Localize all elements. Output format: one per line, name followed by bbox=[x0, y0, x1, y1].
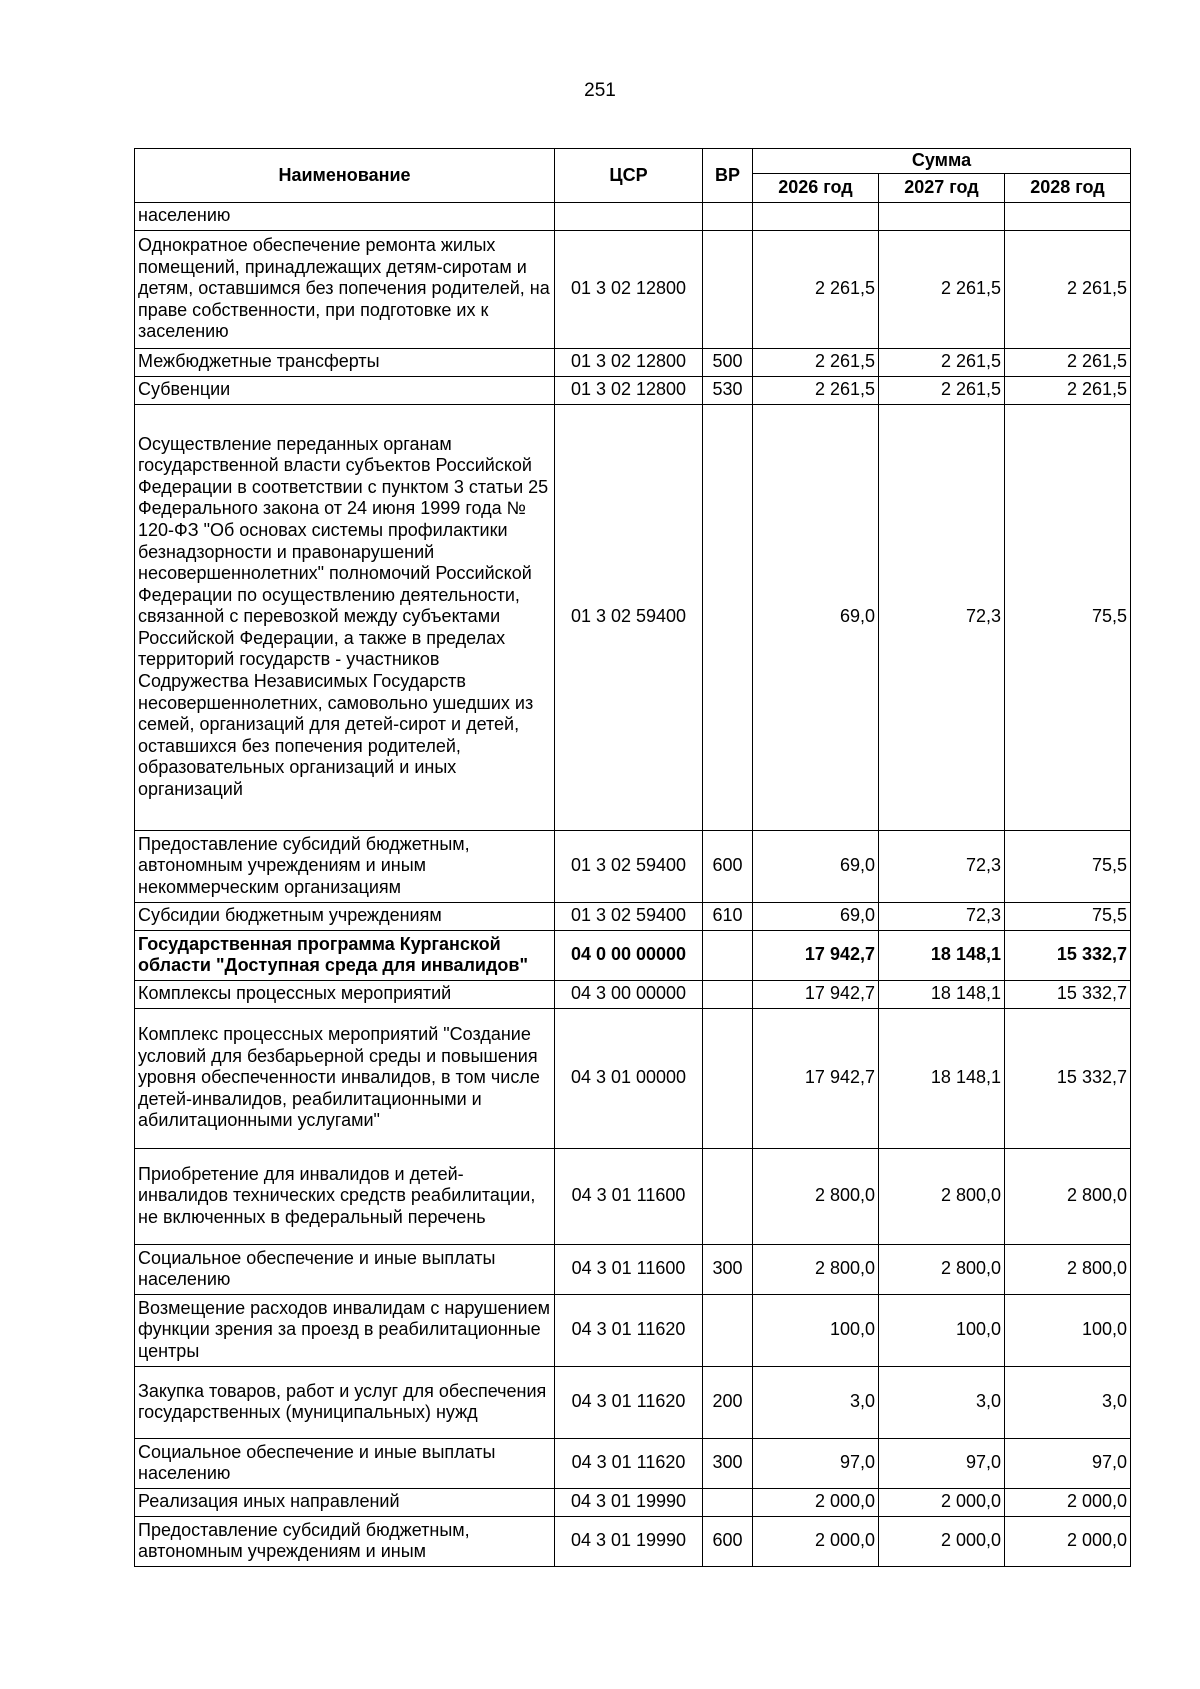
row-csr-cell: 04 3 01 19990 bbox=[555, 1516, 703, 1566]
table-row bbox=[135, 348, 1131, 376]
row-2026-cell: 17 942,7 bbox=[753, 980, 879, 1008]
row-2027-cell bbox=[879, 202, 1005, 230]
row-2027-cell: 72,3 bbox=[879, 404, 1005, 830]
table-row bbox=[135, 1488, 1131, 1516]
row-vr-cell: 600 bbox=[703, 1516, 753, 1566]
row-2028-cell: 15 332,7 bbox=[1005, 1008, 1131, 1148]
header-vr: ВР bbox=[703, 149, 753, 203]
page-number: 251 bbox=[584, 80, 616, 101]
row-name-cell: Межбюджетные трансферты bbox=[135, 348, 555, 376]
row-csr-cell bbox=[555, 202, 703, 230]
table-row bbox=[135, 902, 1131, 930]
row-2027-cell: 72,3 bbox=[879, 830, 1005, 902]
row-csr-cell: 01 3 02 12800 bbox=[555, 230, 703, 348]
header-year-2027: 2027 год bbox=[879, 173, 1005, 202]
row-name-cell: Субвенции bbox=[135, 376, 555, 404]
row-2028-cell: 2 261,5 bbox=[1005, 230, 1131, 348]
row-2028-cell: 75,5 bbox=[1005, 902, 1131, 930]
row-vr-cell bbox=[703, 980, 753, 1008]
row-2027-cell: 2 261,5 bbox=[879, 230, 1005, 348]
row-vr-cell: 610 bbox=[703, 902, 753, 930]
header-name: Наименование bbox=[135, 149, 555, 203]
row-vr-cell: 300 bbox=[703, 1438, 753, 1488]
row-2026-cell: 2 261,5 bbox=[753, 348, 879, 376]
row-name-cell: населению bbox=[135, 202, 555, 230]
row-2027-cell: 18 148,1 bbox=[879, 930, 1005, 980]
row-2026-cell: 17 942,7 bbox=[753, 930, 879, 980]
row-2026-cell: 17 942,7 bbox=[753, 1008, 879, 1148]
row-2027-cell: 2 261,5 bbox=[879, 376, 1005, 404]
row-name-cell: Социальное обеспечение и иные выплаты населению bbox=[135, 1244, 555, 1294]
row-2028-cell: 100,0 bbox=[1005, 1294, 1131, 1366]
row-csr-cell: 01 3 02 12800 bbox=[555, 376, 703, 404]
row-2028-cell: 75,5 bbox=[1005, 404, 1131, 830]
row-2026-cell: 2 800,0 bbox=[753, 1148, 879, 1244]
row-2028-cell: 75,5 bbox=[1005, 830, 1131, 902]
row-vr-cell bbox=[703, 930, 753, 980]
header-sum: Сумма bbox=[753, 149, 1131, 174]
row-2028-cell: 15 332,7 bbox=[1005, 980, 1131, 1008]
row-csr-cell: 01 3 02 59400 bbox=[555, 830, 703, 902]
row-vr-cell: 600 bbox=[703, 830, 753, 902]
row-name-cell: Предоставление субсидий бюджетным, автономным учреждениям и иным bbox=[135, 1516, 555, 1566]
row-2028-cell: 15 332,7 bbox=[1005, 930, 1131, 980]
row-2026-cell bbox=[753, 202, 879, 230]
row-csr-cell: 04 3 01 11600 bbox=[555, 1148, 703, 1244]
row-name-cell: Государственная программа Курганской области "Доступная среда для инвалидов" bbox=[135, 930, 555, 980]
row-name-cell: Приобретение для инвалидов и детей-инвалидов технических средств реабилитации, не включенных в федеральный перечень bbox=[135, 1148, 555, 1244]
row-vr-cell bbox=[703, 1294, 753, 1366]
row-2026-cell: 2 261,5 bbox=[753, 230, 879, 348]
row-2026-cell: 100,0 bbox=[753, 1294, 879, 1366]
row-2027-cell: 72,3 bbox=[879, 902, 1005, 930]
budget-table bbox=[134, 148, 1131, 1567]
row-name-cell: Предоставление субсидий бюджетным, автономным учреждениям и иным некоммерческим организациям bbox=[135, 830, 555, 902]
row-name-cell: Закупка товаров, работ и услуг для обеспечения государственных (муниципальных) нужд bbox=[135, 1366, 555, 1438]
row-2028-cell: 97,0 bbox=[1005, 1438, 1131, 1488]
table-row bbox=[135, 1366, 1131, 1438]
table-row bbox=[135, 1438, 1131, 1488]
row-2028-cell: 2 261,5 bbox=[1005, 376, 1131, 404]
row-2028-cell: 2 261,5 bbox=[1005, 348, 1131, 376]
table-row bbox=[135, 1516, 1131, 1566]
row-2026-cell: 69,0 bbox=[753, 902, 879, 930]
row-vr-cell: 500 bbox=[703, 348, 753, 376]
row-csr-cell: 04 3 00 00000 bbox=[555, 980, 703, 1008]
row-2026-cell: 3,0 bbox=[753, 1366, 879, 1438]
row-2026-cell: 2 000,0 bbox=[753, 1488, 879, 1516]
row-vr-cell bbox=[703, 1008, 753, 1148]
row-2027-cell: 2 261,5 bbox=[879, 348, 1005, 376]
row-name-cell: Комплекс процессных мероприятий "Создание условий для безбарьерной среды и повышения уровня обеспеченности инвалидов, в том числе детей-инвалидов, реабилитационными и абилитационными услугами" bbox=[135, 1008, 555, 1148]
row-2027-cell: 100,0 bbox=[879, 1294, 1005, 1366]
row-vr-cell bbox=[703, 1148, 753, 1244]
row-name-cell: Однократное обеспечение ремонта жилых помещений, принадлежащих детям-сиротам и детям, оставшимся без попечения родителей, на праве собственности, при подготовке их к заселению bbox=[135, 230, 555, 348]
row-2028-cell: 2 000,0 bbox=[1005, 1488, 1131, 1516]
row-name-cell: Субсидии бюджетным учреждениям bbox=[135, 902, 555, 930]
table-row bbox=[135, 1294, 1131, 1366]
row-csr-cell: 04 3 01 00000 bbox=[555, 1008, 703, 1148]
table-row bbox=[135, 376, 1131, 404]
row-2027-cell: 2 800,0 bbox=[879, 1148, 1005, 1244]
row-vr-cell bbox=[703, 230, 753, 348]
row-name-cell: Осуществление переданных органам государственной власти субъектов Российской Федерации в соответствии с пунктом 3 статьи 25 Федерального закона от 24 июня 1999 года № 120-ФЗ "Об основах системы профилактики безнадзорности и правонарушений несовершеннолетних" полномочий Российской Федерации по осуществлению деятельности, связанной с перевозкой между субъектами Российской Федерации, а также в пределах территорий государств - участников Содружества Независимых Государств несовершеннолетних, самовольно ушедших из семей, организаций для детей-сирот и детей, оставшихся без попечения родителей, образовательных организаций и иных организаций bbox=[135, 404, 555, 830]
row-2028-cell: 2 800,0 bbox=[1005, 1148, 1131, 1244]
row-csr-cell: 04 3 01 11600 bbox=[555, 1244, 703, 1294]
row-vr-cell: 300 bbox=[703, 1244, 753, 1294]
row-csr-cell: 04 0 00 00000 bbox=[555, 930, 703, 980]
row-2028-cell bbox=[1005, 202, 1131, 230]
table-row bbox=[135, 1008, 1131, 1148]
row-2026-cell: 2 800,0 bbox=[753, 1244, 879, 1294]
row-2026-cell: 69,0 bbox=[753, 404, 879, 830]
table-row bbox=[135, 1244, 1131, 1294]
row-vr-cell bbox=[703, 404, 753, 830]
row-2027-cell: 2 000,0 bbox=[879, 1488, 1005, 1516]
row-vr-cell: 200 bbox=[703, 1366, 753, 1438]
row-2026-cell: 69,0 bbox=[753, 830, 879, 902]
row-csr-cell: 04 3 01 19990 bbox=[555, 1488, 703, 1516]
row-name-cell: Комплексы процессных мероприятий bbox=[135, 980, 555, 1008]
row-2027-cell: 97,0 bbox=[879, 1438, 1005, 1488]
header-year-2026: 2026 год bbox=[753, 173, 879, 202]
row-2026-cell: 2 000,0 bbox=[753, 1516, 879, 1566]
row-vr-cell: 530 bbox=[703, 376, 753, 404]
row-csr-cell: 01 3 02 59400 bbox=[555, 404, 703, 830]
row-2028-cell: 2 000,0 bbox=[1005, 1516, 1131, 1566]
row-name-cell: Возмещение расходов инвалидам с нарушением функции зрения за проезд в реабилитационные центры bbox=[135, 1294, 555, 1366]
row-2028-cell: 2 800,0 bbox=[1005, 1244, 1131, 1294]
row-2028-cell: 3,0 bbox=[1005, 1366, 1131, 1438]
header-year-2028: 2028 год bbox=[1005, 173, 1131, 202]
header-csr: ЦСР bbox=[555, 149, 703, 203]
row-csr-cell: 04 3 01 11620 bbox=[555, 1366, 703, 1438]
row-2027-cell: 2 000,0 bbox=[879, 1516, 1005, 1566]
row-2026-cell: 97,0 bbox=[753, 1438, 879, 1488]
row-2027-cell: 18 148,1 bbox=[879, 980, 1005, 1008]
row-2027-cell: 3,0 bbox=[879, 1366, 1005, 1438]
table-row bbox=[135, 230, 1131, 348]
table-row bbox=[135, 930, 1131, 980]
table-row bbox=[135, 980, 1131, 1008]
row-vr-cell bbox=[703, 1488, 753, 1516]
row-name-cell: Социальное обеспечение и иные выплаты населению bbox=[135, 1438, 555, 1488]
row-vr-cell bbox=[703, 202, 753, 230]
row-2027-cell: 2 800,0 bbox=[879, 1244, 1005, 1294]
table-row bbox=[135, 202, 1131, 230]
row-2026-cell: 2 261,5 bbox=[753, 376, 879, 404]
row-name-cell: Реализация иных направлений bbox=[135, 1488, 555, 1516]
row-2027-cell: 18 148,1 bbox=[879, 1008, 1005, 1148]
row-csr-cell: 04 3 01 11620 bbox=[555, 1438, 703, 1488]
table-body bbox=[135, 202, 1131, 1566]
table-row bbox=[135, 404, 1131, 830]
row-csr-cell: 01 3 02 12800 bbox=[555, 348, 703, 376]
row-csr-cell: 01 3 02 59400 bbox=[555, 902, 703, 930]
table-row bbox=[135, 1148, 1131, 1244]
table-row bbox=[135, 830, 1131, 902]
row-csr-cell: 04 3 01 11620 bbox=[555, 1294, 703, 1366]
